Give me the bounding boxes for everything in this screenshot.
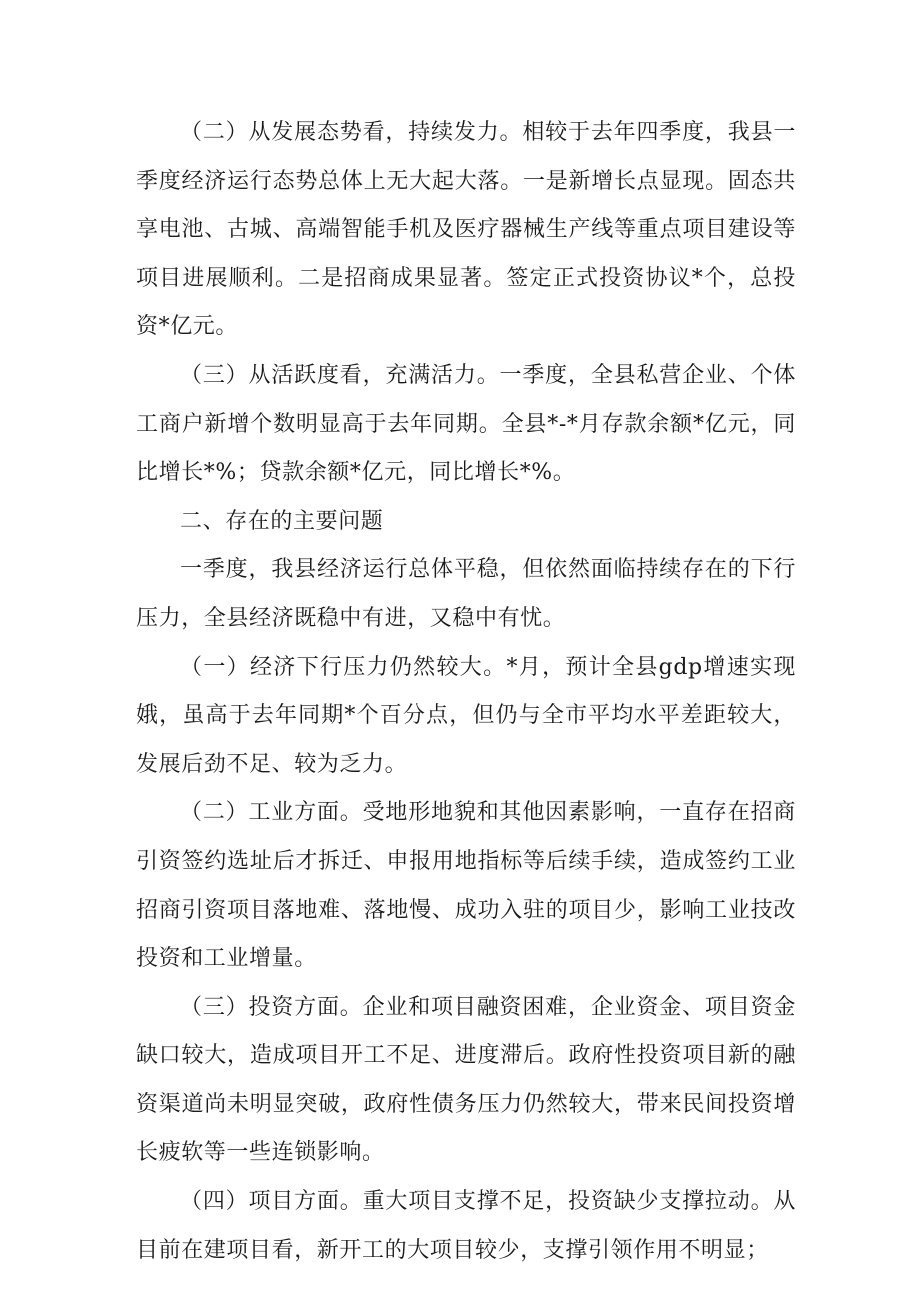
paragraph-industry: （二）工业方面。受地形地貌和其他因素影响，一直存在招商引资签约选址后才拆迁、申报用地指标等后续手续，造成签约工业招商引资项目落地难、落地慢、成功入驻的项目少，影响工业技改投资和工业增量。 xyxy=(136,800,796,972)
document-body xyxy=(136,109,796,1275)
paragraph-vitality: （三）从活跃度看，充满活力。一季度，全县私营企业、个体工商户新增个数明显高于去年同期。全县*-*月存款余额*亿元，同比增长*%；贷款余额*亿元，同比增长*%。 xyxy=(136,362,796,486)
paragraph-projects: （四）项目方面。重大项目支撑不足，投资缺少支撑拉动。从目前在建项目看，新开工的大项目较少，支撑引领作用不明显； xyxy=(136,1189,796,1263)
paragraph-development-trend: （二）从发展态势看，持续发力。相较于去年四季度，我县一季度经济运行态势总体上无大起大落。一是新增长点显现。固态共享电池、古城、高端智能手机及医疗器械生产线等重点项目建设等项目进展顺利。二是招商成果显著。签定正式投资协议*个，总投资*亿元。 xyxy=(136,120,796,340)
section-heading-main-problems: 二、存在的主要问题 xyxy=(180,508,384,534)
paragraph-investment: （三）投资方面。企业和项目融资困难，企业资金、项目资金缺口较大，造成项目开工不足、进度滞后。政府性投资项目新的融资渠道尚未明显突破，政府性债务压力仍然较大，带来民间投资增长疲软等一些连锁影响。 xyxy=(136,994,796,1166)
paragraph-economic-pressure: （一）经济下行压力仍然较大。*月，预计全县gdp增速实现娥，虽高于去年同期*个百分点，但仍与全市平均水平差距较大，发展后劲不足、较为乏力。 xyxy=(136,654,796,777)
paragraph-overview: 一季度，我县经济运行总体平稳，但依然面临持续存在的下行压力，全县经济既稳中有进，又稳中有忧。 xyxy=(136,557,796,631)
